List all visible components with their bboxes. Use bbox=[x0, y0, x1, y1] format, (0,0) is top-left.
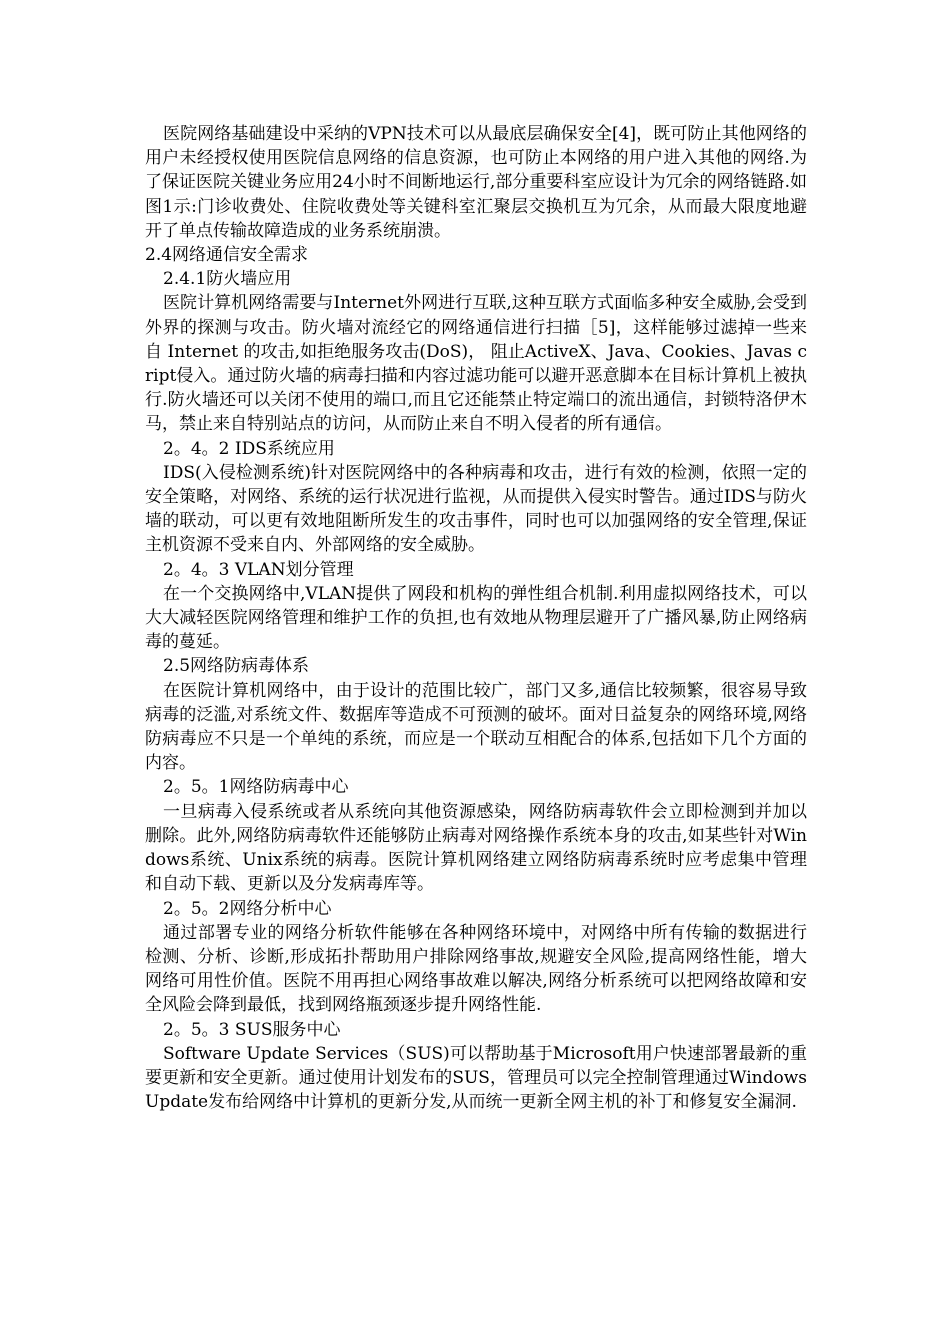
section-heading-2-5-3: 2。5。3 SUS服务中心 bbox=[163, 1019, 341, 1040]
section-heading-2-4-3: 2。4。3 VLAN划分管理 bbox=[163, 559, 354, 580]
paragraph-vpn-redundancy: 医院网络基础建设中采纳的VPN技术可以从最底层确保安全[4]，既可防止其他网络的用户未经授权使用医院信息网络的信息资源，也可防止本网络的用户进入其他的网络.为了保证医院关键业务应用24小时不间断地运行,部分重要科室应设计为冗余的网络链路.如图1示:门诊收费处、住院收费处等关键科室汇聚层交换机互为冗余，从而最大限度地避开了单点传输故障造成的业务系统崩溃。 bbox=[145, 124, 807, 241]
section-heading-2-4-2: 2。4。2 IDS系统应用 bbox=[163, 438, 335, 459]
section-heading-2-5-2: 2。5。2网络分析中心 bbox=[163, 898, 332, 919]
paragraph-antivirus-center: 一旦病毒入侵系统或者从系统向其他资源感染，网络防病毒软件会立即检测到并加以删除。此外,网络防病毒软件还能够防止病毒对网络操作系统本身的攻击,如某些针对Windows系统、Unix系统的病毒。医院计算机网络建立网络防病毒系统时应考虑集中管理和自动下载、更新以及分发病毒库等。 bbox=[145, 801, 807, 895]
paragraph-firewall: 医院计算机网络需要与Internet外网进行互联,这种互联方式面临多种安全威胁,会受到外界的探测与攻击。防火墙对流经它的网络通信进行扫描［5]，这样能够过滤掉一些来自 Internet 的攻击,如拒绝服务攻击(DoS)， 阻止ActiveX、Java、Cookies、Javas cript侵入。通过防火墙的病毒扫描和内容过滤功能可以避开恶意脚本在目标计算机上被执行.防火墙还可以关闭不使用的端口,而且它还能禁止特定端口的流出通信，封锁特洛伊木马，禁止来自特别站点的访问，从而防止来自不明入侵者的所有通信。 bbox=[145, 293, 807, 435]
document-body bbox=[145, 122, 807, 1114]
paragraph-network-analysis: 通过部署专业的网络分析软件能够在各种网络环境中，对网络中所有传输的数据进行检测、分析、诊断,形成拓扑帮助用户排除网络事故,规避安全风险,提高网络性能，增大网络可用性价值。医院不用再担心网络事故难以解决,网络分析系统可以把网络故障和安全风险会降到最低，找到网络瓶颈逐步提升网络性能. bbox=[145, 922, 807, 1016]
paragraph-vlan: 在一个交换网络中,VLAN提供了网段和机构的弹性组合机制.利用虚拟网络技术，可以大大减轻医院网络管理和维护工作的负担,也有效地从物理层避开了广播风暴,防止网络病毒的蔓延。 bbox=[145, 583, 807, 653]
section-heading-2-4-1: 2.4.1防火墙应用 bbox=[163, 269, 292, 290]
paragraph-antivirus-system: 在医院计算机网络中，由于设计的范围比较广，部门又多,通信比较频繁，很容易导致病毒的泛滥,对系统文件、数据库等造成不可预测的破坏。面对日益复杂的网络环境,网络防病毒应不只是一个单纯的系统，而应是一个联动互相配合的体系,包括如下几个方面的内容。 bbox=[145, 680, 807, 774]
paragraph-ids: IDS(入侵检测系统)针对医院网络中的各种病毒和攻击，进行有效的检测，依照一定的安全策略，对网络、系统的运行状况进行监视，从而提供入侵实时警告。通过IDS与防火墙的联动，可以更有效地阻断所发生的攻击事件，同时也可以加强网络的安全管理,保证主机资源不受来自内、外部网络的安全威胁。 bbox=[145, 462, 807, 556]
paragraph-sus: Software Update Services（SUS)可以帮助基于Microsoft用户快速部署最新的重要更新和安全更新。通过使用计划发布的SUS，管理员可以完全控制管理通过Windows Update发布给网络中计算机的更新分发,从而统一更新全网主机的补丁和修复安全漏洞. bbox=[145, 1043, 807, 1113]
section-heading-2-5: 2.5网络防病毒体系 bbox=[163, 656, 310, 677]
section-heading-2-5-1: 2。5。1网络防病毒中心 bbox=[163, 777, 349, 798]
section-heading-2-4: 2.4网络通信安全需求 bbox=[145, 245, 309, 266]
